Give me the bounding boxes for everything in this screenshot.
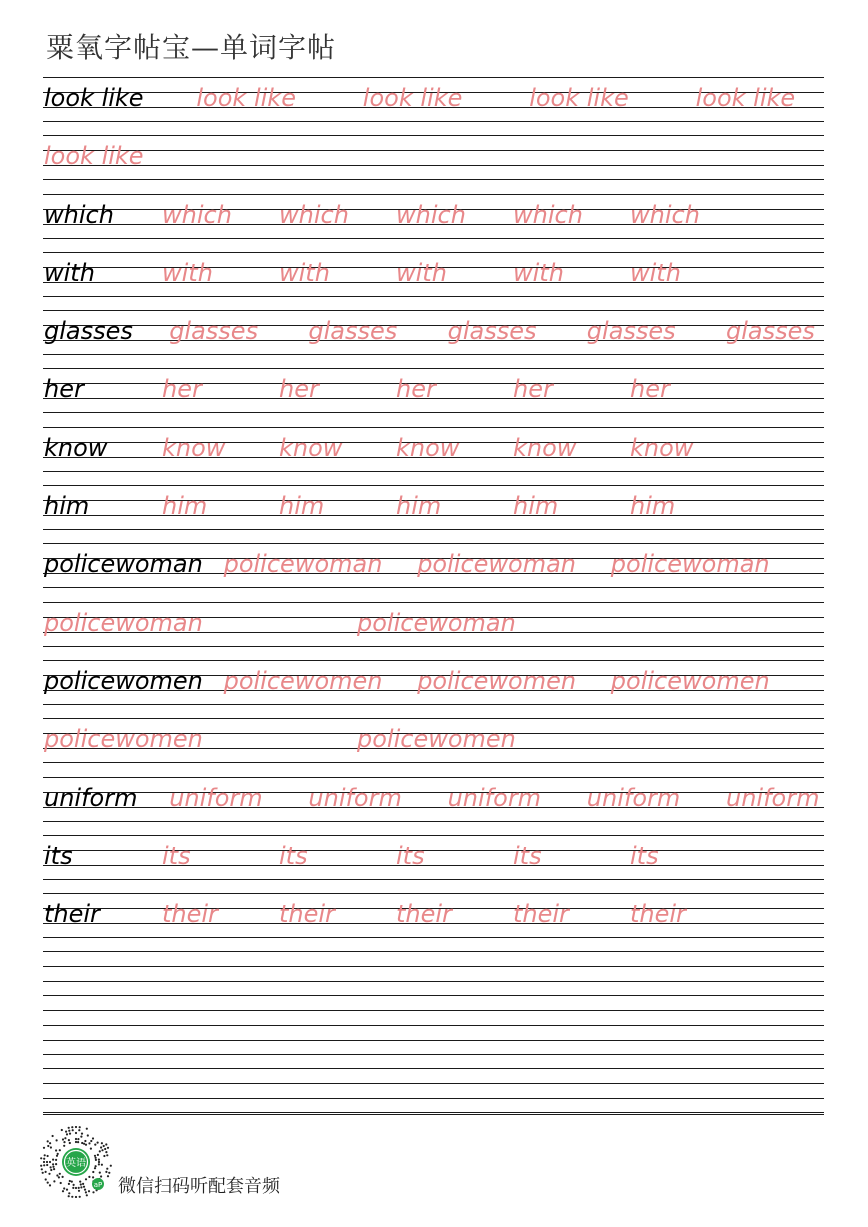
ruled-line (43, 807, 824, 808)
ruled-line (43, 995, 824, 996)
ruled-line (43, 427, 824, 428)
ruled-line (43, 179, 824, 180)
trace-word: its (630, 841, 659, 870)
model-word: their (44, 900, 100, 929)
trace-word: look like (695, 84, 796, 112)
trace-word: policewomen (357, 725, 516, 754)
trace-word: glasses (726, 317, 815, 346)
ruled-line (43, 865, 824, 866)
ruled-line (43, 646, 824, 647)
ruled-line (43, 77, 824, 78)
trace-word: its (513, 841, 542, 870)
ruled-line (43, 1040, 824, 1041)
trace-word: him (630, 492, 676, 521)
trace-word: with (396, 258, 447, 287)
practice-row (43, 835, 824, 893)
ruled-line (43, 368, 824, 369)
trace-word: its (279, 841, 308, 870)
trace-word: him (162, 492, 208, 521)
trace-word: uniform (586, 783, 681, 812)
ruled-line (43, 529, 824, 530)
qr-badge-label: 英语 (66, 1158, 86, 1169)
practice-row (43, 951, 824, 1009)
trace-word: him (513, 492, 559, 521)
ruled-line (43, 587, 824, 588)
ruled-line (43, 412, 824, 413)
ruled-line (43, 1083, 824, 1084)
ruled-line (43, 602, 824, 603)
trace-word: policewoman (223, 550, 383, 579)
ruled-line (43, 718, 824, 719)
practice-row (43, 543, 824, 601)
ruled-line (43, 850, 824, 851)
trace-word: glasses (169, 317, 259, 346)
trace-word: with (630, 258, 681, 287)
trace-word: with (513, 258, 564, 287)
trace-word: glasses (308, 317, 398, 346)
ruled-line (43, 893, 824, 894)
model-word: look like (44, 84, 144, 112)
trace-word: with (162, 258, 213, 287)
trace-word: her (630, 375, 670, 404)
model-word: which (44, 200, 114, 229)
trace-word: their (396, 900, 452, 929)
page-title: 粟氧字帖宝—单词字帖 (46, 31, 337, 64)
trace-word: policewoman (417, 550, 577, 579)
trace-word: her (396, 375, 436, 404)
trace-word: their (630, 900, 686, 929)
footer (40, 1126, 440, 1201)
trace-word: him (396, 492, 442, 521)
trace-word: with (279, 258, 330, 287)
ruled-line (43, 165, 824, 166)
trace-word: policewomen (417, 666, 577, 695)
practice-row (43, 660, 824, 718)
trace-word: her (513, 375, 553, 404)
trace-word: look like (44, 142, 144, 171)
ruled-line (43, 951, 824, 952)
practice-row (43, 1068, 824, 1126)
sheet-bottom-rule (43, 1114, 824, 1115)
trace-word: its (396, 841, 425, 870)
trace-word: glasses (447, 317, 537, 346)
trace-word: policewomen (44, 725, 203, 754)
trace-word: which (396, 200, 466, 229)
trace-word: know (279, 433, 343, 462)
trace-word: look like (362, 84, 463, 112)
ruled-line (43, 966, 824, 967)
practice-row (43, 135, 824, 193)
mini-program-qr-code-icon[interactable] (40, 1126, 112, 1198)
practice-sheet (43, 77, 824, 1126)
trace-word: know (513, 433, 577, 462)
model-word: him (44, 492, 90, 521)
ruled-line (43, 1112, 824, 1113)
trace-word: know (162, 433, 226, 462)
ruled-line (43, 310, 824, 311)
ruled-line (43, 121, 824, 122)
trace-word: which (162, 200, 232, 229)
ruled-line (43, 777, 824, 778)
ruled-line (43, 879, 824, 880)
trace-word: look like (196, 84, 296, 112)
ruled-line (43, 1054, 824, 1055)
trace-word: uniform (169, 783, 263, 812)
ruled-line (43, 543, 824, 544)
ruled-line (43, 792, 824, 793)
trace-word: policewomen (223, 666, 383, 695)
qr-sub-badge: aP (93, 1181, 103, 1189)
ruled-line (43, 937, 824, 938)
trace-word: its (162, 841, 191, 870)
trace-word: look like (529, 84, 629, 112)
ruled-line (43, 1025, 824, 1026)
ruled-line (43, 471, 824, 472)
ruled-line (43, 981, 824, 982)
practice-row (43, 368, 824, 426)
ruled-line (43, 660, 824, 661)
practice-row (43, 1010, 824, 1068)
ruled-line (43, 252, 824, 253)
model-word: glasses (44, 317, 133, 346)
trace-word: her (279, 375, 319, 404)
practice-row (43, 77, 824, 135)
practice-row (43, 194, 824, 252)
trace-word: know (630, 433, 694, 462)
trace-word: uniform (447, 783, 542, 812)
trace-word: their (279, 900, 335, 929)
ruled-line (43, 485, 824, 486)
model-word: uniform (44, 783, 138, 812)
trace-word: uniform (726, 783, 820, 812)
practice-row (43, 252, 824, 310)
trace-word: their (162, 900, 218, 929)
practice-row (43, 718, 824, 776)
model-word: know (44, 433, 108, 462)
trace-word: him (279, 492, 325, 521)
ruled-line (43, 1098, 824, 1099)
ruled-line (43, 296, 824, 297)
practice-row (43, 602, 824, 660)
ruled-line (43, 762, 824, 763)
ruled-line (43, 238, 824, 239)
ruled-line (43, 194, 824, 195)
trace-word: know (396, 433, 460, 462)
trace-word: which (279, 200, 349, 229)
practice-row (43, 777, 824, 835)
ruled-line (43, 835, 824, 836)
practice-row (43, 893, 824, 951)
trace-word: glasses (586, 317, 676, 346)
trace-word: their (513, 900, 569, 929)
model-word: her (44, 375, 84, 404)
footer-instruction: 微信扫码听配套音频 (118, 1176, 280, 1197)
practice-row (43, 485, 824, 543)
ruled-line (43, 1068, 824, 1069)
model-word: policewoman (44, 550, 203, 579)
model-word: with (44, 258, 95, 287)
ruled-line (43, 340, 824, 341)
trace-word: which (513, 200, 583, 229)
practice-row (43, 310, 824, 368)
ruled-line (43, 821, 824, 822)
trace-word: policewoman (44, 608, 203, 637)
trace-word: policewomen (610, 666, 770, 695)
ruled-line (43, 704, 824, 705)
trace-word: policewoman (610, 550, 770, 579)
ruled-line (43, 354, 824, 355)
ruled-line (43, 325, 824, 326)
model-word: policewomen (44, 666, 203, 695)
ruled-line (43, 135, 824, 136)
trace-word: which (630, 200, 700, 229)
model-word: its (44, 841, 73, 870)
ruled-line (43, 1010, 824, 1011)
trace-word: uniform (308, 783, 402, 812)
trace-word: policewoman (357, 608, 516, 637)
ruled-line (43, 150, 824, 151)
trace-word: her (162, 375, 202, 404)
practice-row (43, 427, 824, 485)
